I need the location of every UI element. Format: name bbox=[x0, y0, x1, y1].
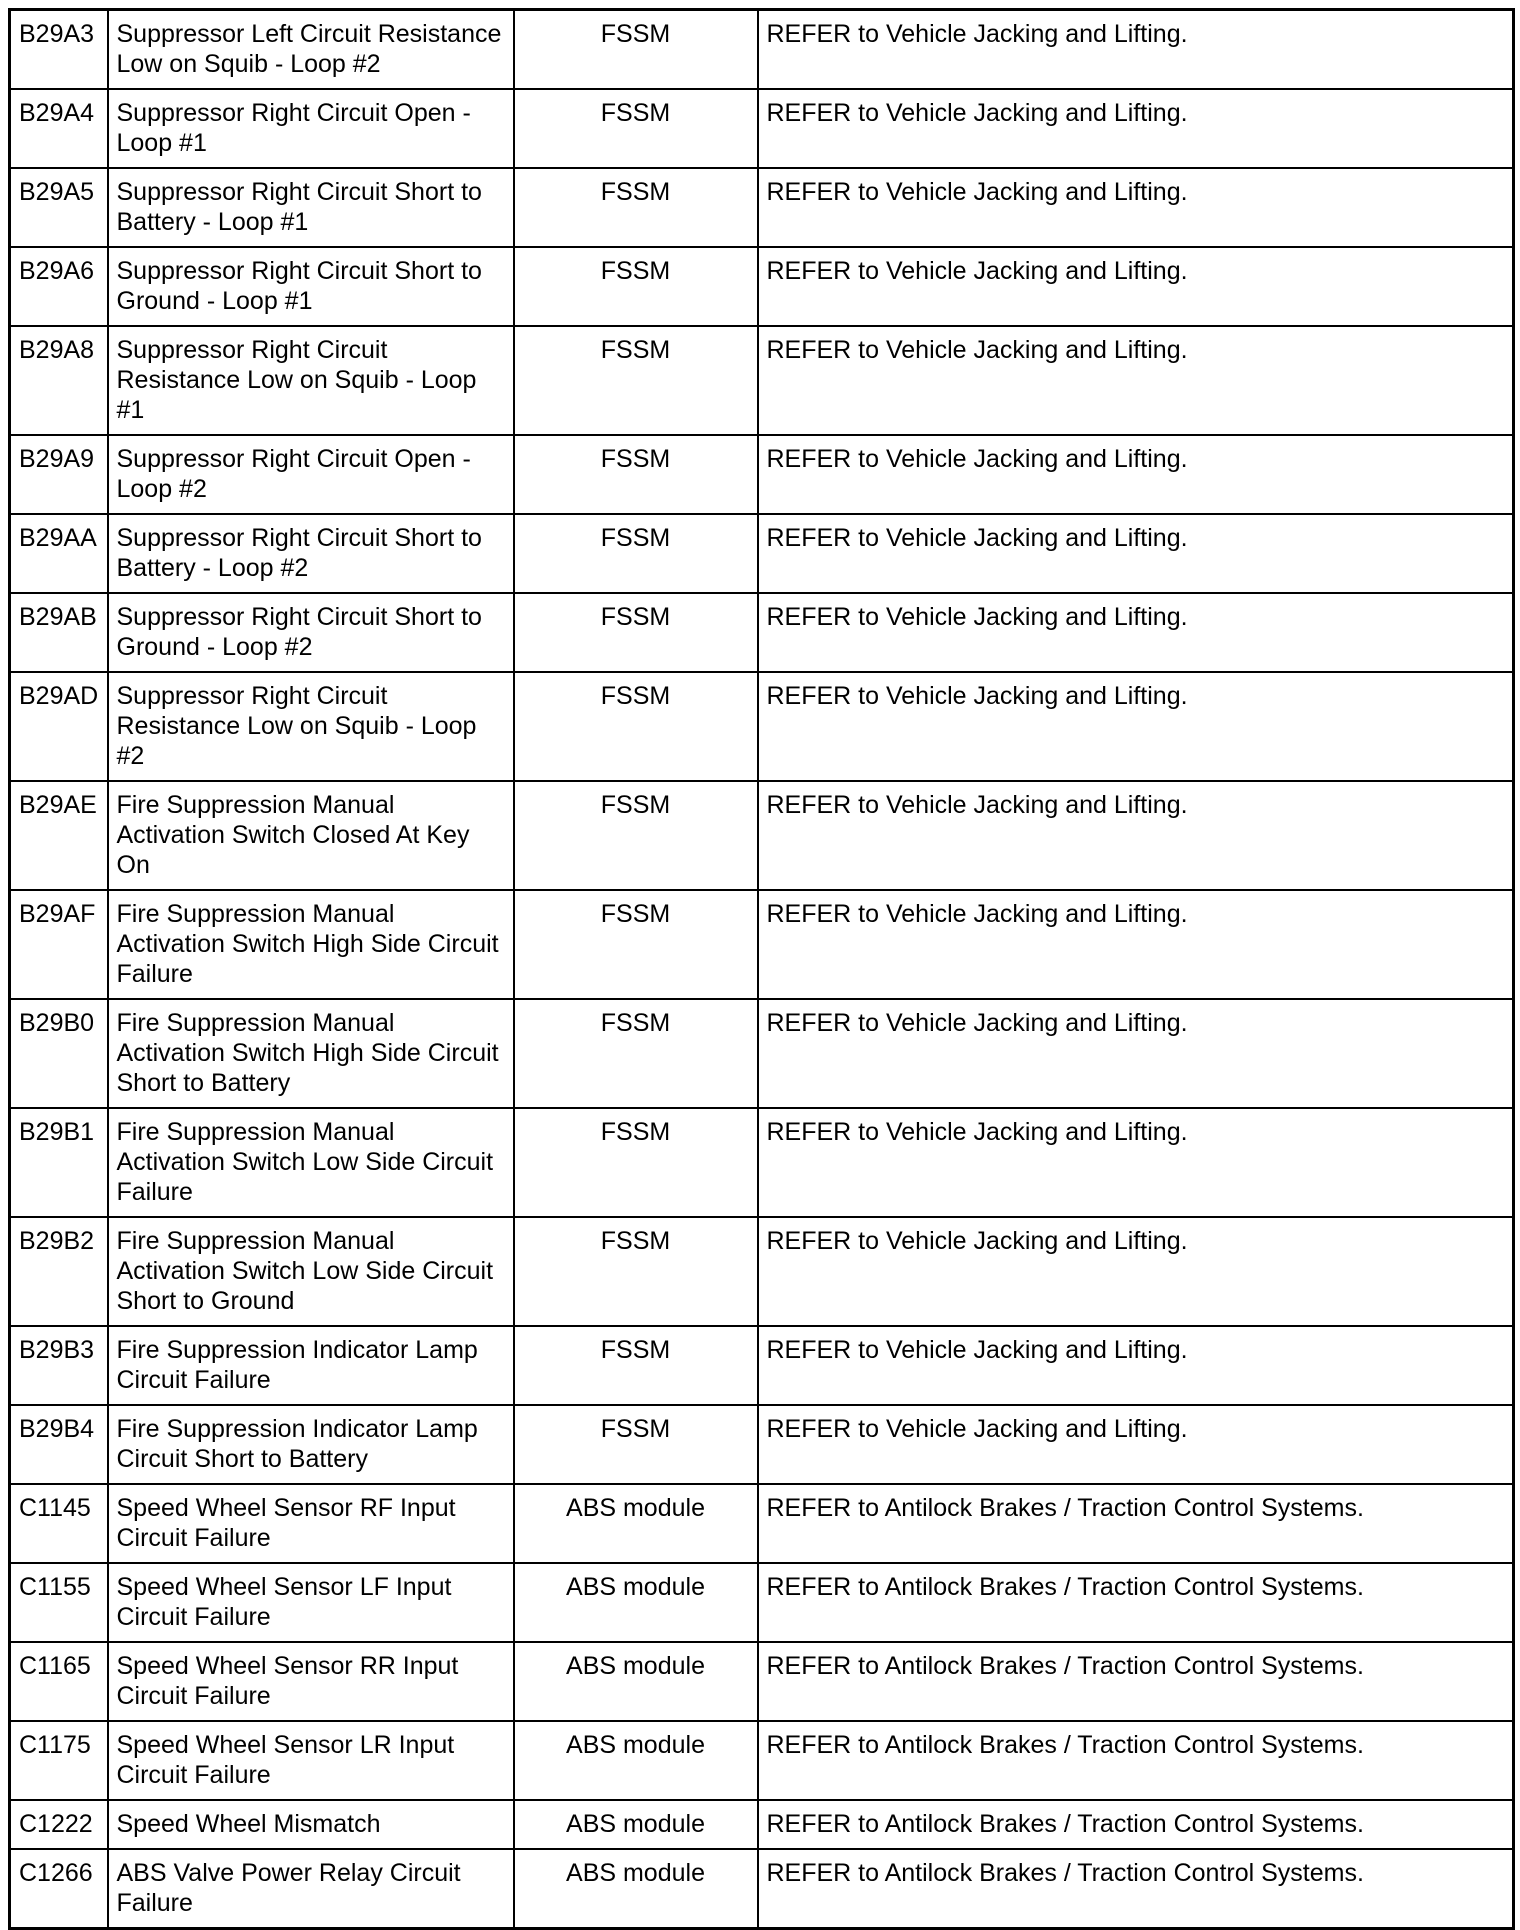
dtc-module: FSSM bbox=[514, 1405, 758, 1484]
dtc-code: B29AD bbox=[10, 672, 108, 781]
dtc-code: B29B2 bbox=[10, 1217, 108, 1326]
dtc-description: Fire Suppression Manual Activation Switch Closed At Key On bbox=[108, 781, 514, 890]
dtc-module: FSSM bbox=[514, 781, 758, 890]
table-row bbox=[10, 1405, 1514, 1484]
dtc-description: Fire Suppression Manual Activation Switch High Side Circuit Short to Battery bbox=[108, 999, 514, 1108]
dtc-module: FSSM bbox=[514, 672, 758, 781]
dtc-module: FSSM bbox=[514, 326, 758, 435]
dtc-action: REFER to Vehicle Jacking and Lifting. bbox=[758, 435, 1514, 514]
dtc-action: REFER to Vehicle Jacking and Lifting. bbox=[758, 326, 1514, 435]
dtc-module: FSSM bbox=[514, 89, 758, 168]
dtc-code: B29B0 bbox=[10, 999, 108, 1108]
dtc-description: Suppressor Right Circuit Short to Battery - Loop #2 bbox=[108, 514, 514, 593]
dtc-description: Fire Suppression Manual Activation Switch High Side Circuit Failure bbox=[108, 890, 514, 999]
dtc-action: REFER to Vehicle Jacking and Lifting. bbox=[758, 890, 1514, 999]
dtc-description: Suppressor Right Circuit Resistance Low on Squib - Loop #2 bbox=[108, 672, 514, 781]
dtc-action: REFER to Vehicle Jacking and Lifting. bbox=[758, 999, 1514, 1108]
dtc-code: B29B3 bbox=[10, 1326, 108, 1405]
table-row bbox=[10, 999, 1514, 1108]
table-row bbox=[10, 1849, 1514, 1929]
table-row bbox=[10, 1800, 1514, 1849]
dtc-code: B29AF bbox=[10, 890, 108, 999]
dtc-description: Speed Wheel Sensor RF Input Circuit Failure bbox=[108, 1484, 514, 1563]
table-row bbox=[10, 326, 1514, 435]
dtc-module: ABS module bbox=[514, 1849, 758, 1929]
table-row bbox=[10, 593, 1514, 672]
dtc-module: FSSM bbox=[514, 10, 758, 90]
dtc-table-body bbox=[10, 10, 1514, 1929]
dtc-code: B29B4 bbox=[10, 1405, 108, 1484]
dtc-description: ABS Valve Power Relay Circuit Failure bbox=[108, 1849, 514, 1929]
dtc-description: Suppressor Right Circuit Resistance Low on Squib - Loop #1 bbox=[108, 326, 514, 435]
dtc-action: REFER to Vehicle Jacking and Lifting. bbox=[758, 1405, 1514, 1484]
table-row bbox=[10, 1326, 1514, 1405]
dtc-description: Speed Wheel Sensor LF Input Circuit Failure bbox=[108, 1563, 514, 1642]
dtc-code: B29A9 bbox=[10, 435, 108, 514]
dtc-action: REFER to Antilock Brakes / Traction Control Systems. bbox=[758, 1642, 1514, 1721]
dtc-description: Suppressor Right Circuit Open - Loop #2 bbox=[108, 435, 514, 514]
dtc-module: FSSM bbox=[514, 247, 758, 326]
dtc-action: REFER to Vehicle Jacking and Lifting. bbox=[758, 10, 1514, 90]
table-row bbox=[10, 435, 1514, 514]
dtc-table bbox=[8, 8, 1515, 1930]
dtc-module: ABS module bbox=[514, 1563, 758, 1642]
dtc-action: REFER to Vehicle Jacking and Lifting. bbox=[758, 1326, 1514, 1405]
dtc-code: B29A3 bbox=[10, 10, 108, 90]
table-row bbox=[10, 1642, 1514, 1721]
dtc-action: REFER to Antilock Brakes / Traction Control Systems. bbox=[758, 1849, 1514, 1929]
dtc-module: ABS module bbox=[514, 1721, 758, 1800]
dtc-action: REFER to Vehicle Jacking and Lifting. bbox=[758, 1217, 1514, 1326]
dtc-module: FSSM bbox=[514, 999, 758, 1108]
dtc-module: FSSM bbox=[514, 435, 758, 514]
dtc-action: REFER to Vehicle Jacking and Lifting. bbox=[758, 781, 1514, 890]
dtc-action: REFER to Antilock Brakes / Traction Control Systems. bbox=[758, 1563, 1514, 1642]
dtc-code: C1155 bbox=[10, 1563, 108, 1642]
table-row bbox=[10, 89, 1514, 168]
dtc-action: REFER to Vehicle Jacking and Lifting. bbox=[758, 1108, 1514, 1217]
dtc-code: C1175 bbox=[10, 1721, 108, 1800]
dtc-module: FSSM bbox=[514, 1326, 758, 1405]
dtc-code: B29AE bbox=[10, 781, 108, 890]
dtc-code: B29AB bbox=[10, 593, 108, 672]
dtc-action: REFER to Vehicle Jacking and Lifting. bbox=[758, 514, 1514, 593]
dtc-module: FSSM bbox=[514, 890, 758, 999]
table-row bbox=[10, 1217, 1514, 1326]
dtc-code: C1145 bbox=[10, 1484, 108, 1563]
dtc-action: REFER to Antilock Brakes / Traction Control Systems. bbox=[758, 1800, 1514, 1849]
dtc-action: REFER to Antilock Brakes / Traction Control Systems. bbox=[758, 1721, 1514, 1800]
dtc-code: B29A6 bbox=[10, 247, 108, 326]
dtc-description: Suppressor Right Circuit Short to Ground - Loop #1 bbox=[108, 247, 514, 326]
dtc-module: FSSM bbox=[514, 514, 758, 593]
table-row bbox=[10, 514, 1514, 593]
dtc-module: FSSM bbox=[514, 168, 758, 247]
table-row bbox=[10, 890, 1514, 999]
dtc-code: B29AA bbox=[10, 514, 108, 593]
table-row bbox=[10, 10, 1514, 90]
dtc-action: REFER to Antilock Brakes / Traction Control Systems. bbox=[758, 1484, 1514, 1563]
dtc-action: REFER to Vehicle Jacking and Lifting. bbox=[758, 168, 1514, 247]
dtc-description: Suppressor Left Circuit Resistance Low on Squib - Loop #2 bbox=[108, 10, 514, 90]
table-row bbox=[10, 781, 1514, 890]
dtc-code: B29B1 bbox=[10, 1108, 108, 1217]
dtc-description: Fire Suppression Indicator Lamp Circuit Failure bbox=[108, 1326, 514, 1405]
dtc-code: B29A4 bbox=[10, 89, 108, 168]
dtc-action: REFER to Vehicle Jacking and Lifting. bbox=[758, 672, 1514, 781]
dtc-action: REFER to Vehicle Jacking and Lifting. bbox=[758, 593, 1514, 672]
dtc-code: B29A8 bbox=[10, 326, 108, 435]
dtc-description: Speed Wheel Sensor LR Input Circuit Failure bbox=[108, 1721, 514, 1800]
table-row bbox=[10, 247, 1514, 326]
dtc-code: C1222 bbox=[10, 1800, 108, 1849]
dtc-description: Fire Suppression Indicator Lamp Circuit Short to Battery bbox=[108, 1405, 514, 1484]
dtc-module: ABS module bbox=[514, 1800, 758, 1849]
dtc-description: Fire Suppression Manual Activation Switch Low Side Circuit Short to Ground bbox=[108, 1217, 514, 1326]
table-row bbox=[10, 1484, 1514, 1563]
table-row bbox=[10, 1721, 1514, 1800]
dtc-description: Speed Wheel Mismatch bbox=[108, 1800, 514, 1849]
dtc-code: C1266 bbox=[10, 1849, 108, 1929]
dtc-module: ABS module bbox=[514, 1484, 758, 1563]
dtc-module: ABS module bbox=[514, 1642, 758, 1721]
table-row bbox=[10, 672, 1514, 781]
table-row bbox=[10, 1563, 1514, 1642]
dtc-action: REFER to Vehicle Jacking and Lifting. bbox=[758, 89, 1514, 168]
dtc-description: Speed Wheel Sensor RR Input Circuit Failure bbox=[108, 1642, 514, 1721]
dtc-module: FSSM bbox=[514, 593, 758, 672]
dtc-action: REFER to Vehicle Jacking and Lifting. bbox=[758, 247, 1514, 326]
dtc-module: FSSM bbox=[514, 1108, 758, 1217]
table-row bbox=[10, 1108, 1514, 1217]
dtc-description: Suppressor Right Circuit Short to Battery - Loop #1 bbox=[108, 168, 514, 247]
dtc-code: C1165 bbox=[10, 1642, 108, 1721]
dtc-description: Suppressor Right Circuit Open - Loop #1 bbox=[108, 89, 514, 168]
table-row bbox=[10, 168, 1514, 247]
dtc-description: Fire Suppression Manual Activation Switch Low Side Circuit Failure bbox=[108, 1108, 514, 1217]
dtc-code: B29A5 bbox=[10, 168, 108, 247]
dtc-module: FSSM bbox=[514, 1217, 758, 1326]
dtc-description: Suppressor Right Circuit Short to Ground - Loop #2 bbox=[108, 593, 514, 672]
